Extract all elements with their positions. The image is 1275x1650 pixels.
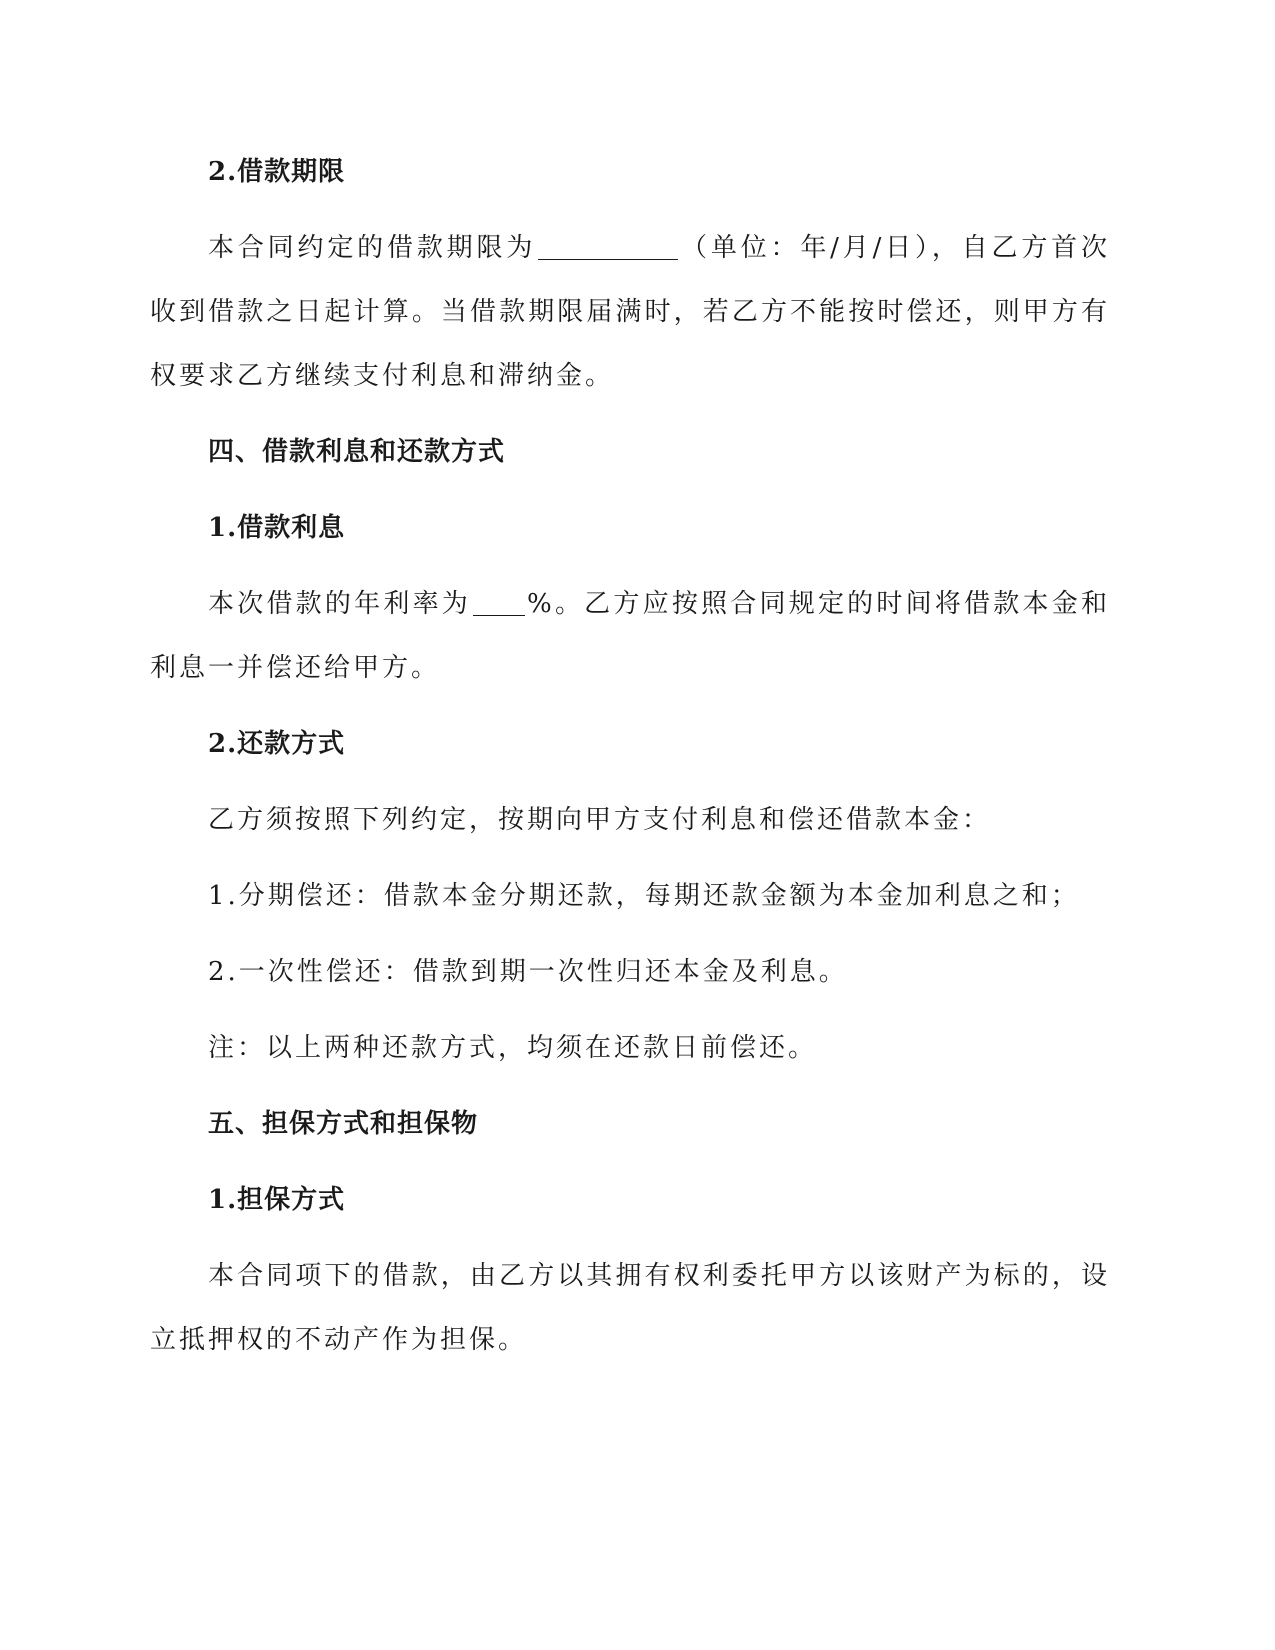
loan-term-text-start: 本合同约定的借款期限为 <box>208 233 537 263</box>
repayment-item-lump-sum: 2.一次性偿还：借款到期一次性归还本金及利息。 <box>208 957 848 987</box>
loan-term-blank <box>538 233 678 260</box>
guarantee-paragraph: 本合同项下的借款，由乙方以其拥有权利委托甲方以该财产为标的，设立抵押权的不动产作为担保。 <box>150 1261 1110 1355</box>
interest-text-end: %。乙方应按照合同规定的时间将借款本金和利息一并偿还给甲方。 <box>150 589 1110 683</box>
repayment-note: 注：以上两种还款方式，均须在还款日前偿还。 <box>208 1033 818 1063</box>
loan-term-paragraph <box>150 216 1110 408</box>
repayment-intro: 乙方须按照下列约定，按期向甲方支付利息和偿还借款本金： <box>208 805 992 835</box>
guarantee-heading: 1.担保方式 <box>208 1185 346 1215</box>
interest-paragraph <box>150 572 1110 700</box>
guarantee-section-heading: 五、担保方式和担保物 <box>208 1109 479 1139</box>
loan-term-text-end: （单位：年/月/日），自乙方首次收到借款之日起计算。当借款期限届满时，若乙方不能按时偿还，则甲方有权要求乙方继续支付利息和滞纳金。 <box>150 233 1110 391</box>
document-body <box>150 140 1110 1384</box>
repayment-item-installment: 1.分期偿还：借款本金分期还款，每期还款金额为本金加利息之和； <box>208 881 1080 911</box>
interest-section-heading: 四、借款利息和还款方式 <box>208 437 506 467</box>
repayment-heading: 2.还款方式 <box>208 729 346 759</box>
loan-term-heading: 2.借款期限 <box>208 157 346 187</box>
interest-text-start: 本次借款的年利率为 <box>208 589 472 619</box>
interest-rate-blank <box>473 589 525 616</box>
interest-heading: 1.借款利息 <box>208 513 346 543</box>
